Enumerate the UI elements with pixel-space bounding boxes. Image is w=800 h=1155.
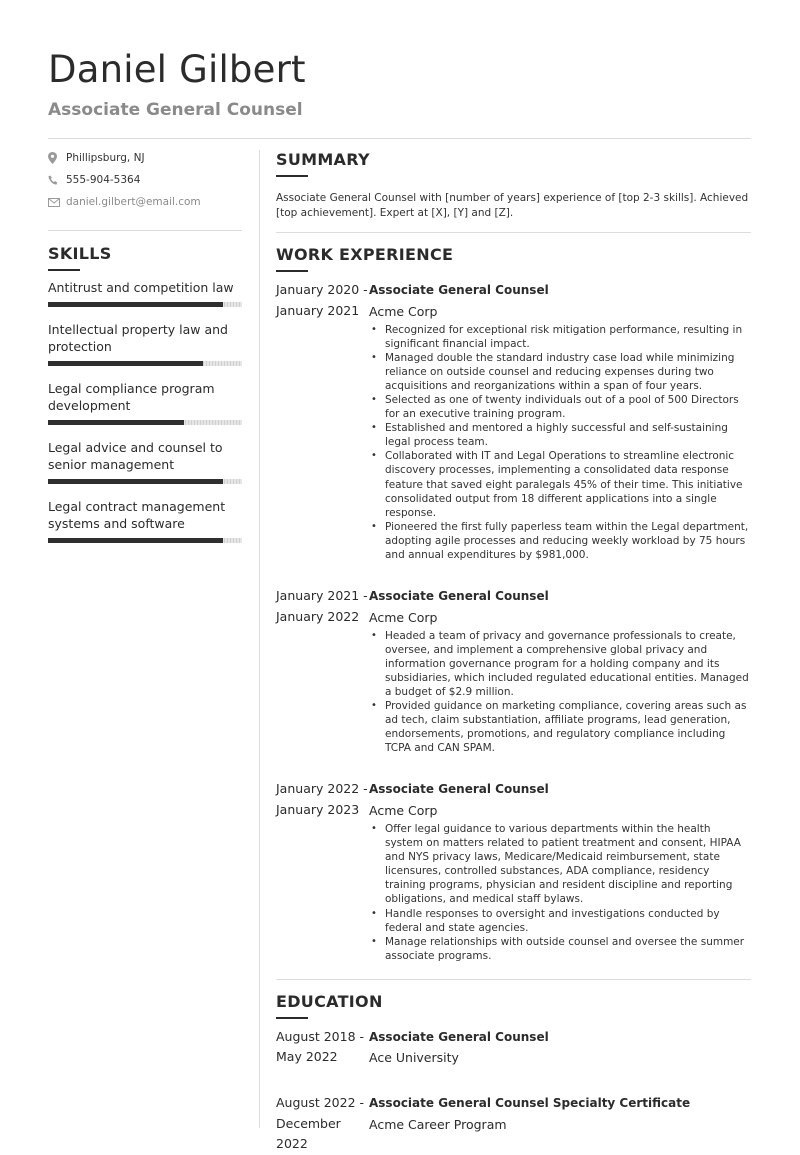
candidate-name: Daniel Gilbert [48, 48, 306, 91]
education-section [276, 992, 751, 1155]
job-company: Acme Corp [369, 609, 438, 625]
skill-level-bar [48, 479, 242, 484]
job-bullet: • Headed a team of privacy and governance professionals to create, oversee, and implement a comprehensive global privacy and information governance program for a holding company and its subsidiaries, which included regulated educational entities. Managed a budget of $2.9 million. [369, 629, 751, 699]
job-bullet: • Manage relationships with outside counsel and oversee the summer associate programs. [369, 935, 751, 963]
job-role: Associate General Counsel [369, 283, 549, 297]
job-start-date: January 2020 - [276, 282, 368, 297]
summary-heading-underline [276, 175, 308, 177]
job-header [276, 586, 751, 629]
job-bullet: • Established and mentored a highly successful and self-sustaining legal process team. [369, 421, 751, 449]
education-dates [276, 1027, 369, 1070]
job-entry [276, 586, 751, 755]
job-role: Associate General Counsel [369, 589, 549, 604]
education-entry [276, 1093, 751, 1155]
jobs-list [276, 280, 751, 963]
education-degree: Associate General Counsel Specialty Certificate [369, 1096, 691, 1111]
candidate-title: Associate General Counsel [48, 100, 303, 120]
skill-level-fill [48, 538, 223, 543]
job-end-date: January 2023 [276, 801, 360, 817]
job-entry [276, 779, 751, 962]
skills-list [48, 279, 244, 543]
education-start-date: August 2018 - [276, 1028, 365, 1044]
education-school: Ace University [369, 1050, 459, 1066]
job-bullet: • Offer legal guidance to various departments within the health system on matters related to patient treatment and consent, HIPAA and NYS privacy laws, Medicare/Medicaid reimbursement, state licensures, controlled substances, ADA compliance, residency training programs, physician and resident discipline and reporting obligations, and medical staff bylaws. [369, 822, 751, 907]
skill-level-bar [48, 420, 242, 425]
summary-divider [276, 232, 751, 233]
skills-heading-underline [48, 269, 80, 271]
job-bullet: • Provided guidance on marketing compliance, covering areas such as ad tech, claim substantiation, affiliate programs, lead generation, endorsements, promotions, and regulatory compliance including TCPA and CAN SPAM. [369, 699, 751, 755]
sidebar-divider [48, 230, 242, 231]
job-info [369, 779, 751, 822]
header-divider [48, 138, 751, 139]
job-role: Associate General Counsel [369, 782, 549, 797]
job-dates [276, 779, 369, 822]
education-dates [276, 1093, 369, 1155]
contact-location [48, 147, 244, 169]
skill-level-bar [48, 538, 242, 543]
contact-phone [48, 169, 244, 191]
skill-level-fill [48, 479, 223, 484]
education-end-date: May 2022 [276, 1049, 338, 1065]
job-end-date: January 2021 [276, 302, 360, 318]
job-dates [276, 586, 369, 629]
job-start-date: January 2021 - [276, 588, 368, 604]
experience-section [276, 245, 751, 963]
job-header [276, 280, 751, 323]
skill-level-fill [48, 420, 184, 425]
job-start-date: January 2022 - [276, 781, 368, 797]
experience-divider [276, 979, 751, 980]
phone-icon [48, 175, 66, 186]
email-text[interactable]: daniel.gilbert@email.com [66, 196, 201, 208]
job-bullet: • Selected as one of twenty individuals out of a pool of 500 Directors for an executive training program. [369, 393, 751, 421]
email-icon [48, 198, 66, 207]
skill-name: Legal advice and counsel to senior management [48, 439, 223, 472]
job-bullets [369, 822, 751, 963]
skill-level-fill [48, 302, 223, 307]
job-bullet: • Pioneered the first fully paperless team within the Legal department, adopting agile processes and reducing weekly workload by 75 hours and annual expenditures by $981,000. [369, 520, 751, 562]
education-entry [276, 1027, 751, 1070]
skill-name: Legal contract management systems and software [48, 498, 226, 531]
job-header [276, 779, 751, 822]
education-school: Acme Career Program [369, 1116, 507, 1132]
skill-item [48, 498, 244, 543]
education-heading-underline [276, 1017, 308, 1019]
summary-text: Associate General Counsel with [number of years] experience of [top 2-3 skills]. Achieved [top achievement]. Expert at [X], [Y] and [Z]. [276, 192, 749, 219]
skills-heading: SKILLS [48, 244, 112, 263]
summary-heading: SUMMARY [276, 150, 370, 169]
job-company: Acme Corp [369, 303, 438, 319]
job-company: Acme Corp [369, 802, 438, 818]
skill-item [48, 321, 244, 366]
job-bullet: • Managed double the standard industry case load while minimizing reliance on outside counsel and reducing expenses during two acquisitions and reorganizations within a span of four years. [369, 351, 751, 393]
summary-section [276, 150, 751, 221]
location-pin-icon [48, 152, 66, 164]
education-list [276, 1027, 751, 1155]
skill-name: Legal compliance program development [48, 380, 215, 413]
skill-level-bar [48, 361, 242, 366]
education-heading: EDUCATION [276, 991, 383, 1011]
education-end-date: December 2022 [276, 1115, 341, 1152]
column-divider [259, 150, 260, 1128]
education-degree: Associate General Counsel [369, 1029, 549, 1044]
skill-item [48, 439, 244, 484]
skill-level-bar [48, 302, 242, 307]
experience-heading: WORK EXPERIENCE [276, 245, 454, 264]
job-bullets [369, 629, 751, 756]
sidebar [48, 147, 244, 543]
job-bullet: • Collaborated with IT and Legal Operations to streamline electronic discovery processes, implementing a consolidated data response feature that saved eight paralegals 45% of their time. This initiative consolidated output from 18 different applications into a single response. [369, 449, 751, 519]
phone-text: 555-904-5364 [66, 174, 141, 186]
job-bullets [369, 323, 751, 563]
education-start-date: August 2022 - [276, 1095, 365, 1111]
job-info [369, 280, 751, 323]
skill-name: Antitrust and competition law [48, 280, 234, 295]
job-dates [276, 280, 369, 323]
education-info [369, 1093, 751, 1155]
location-text: Phillipsburg, NJ [66, 152, 145, 164]
job-end-date: January 2022 [276, 608, 360, 624]
job-entry [276, 280, 751, 562]
education-info [369, 1027, 751, 1070]
skill-item [48, 380, 244, 425]
skill-item [48, 279, 244, 307]
job-bullet: • Recognized for exceptional risk mitigation performance, resulting in significant financial impact. [369, 323, 751, 351]
main-content [276, 150, 751, 1155]
contact-email[interactable] [48, 191, 244, 213]
job-info [369, 586, 751, 629]
skill-name: Intellectual property law and protection [48, 321, 228, 354]
skills-section [48, 244, 244, 271]
experience-heading-underline [276, 270, 308, 272]
job-bullet: • Handle responses to oversight and investigations conducted by federal and state agencies. [369, 907, 751, 935]
skill-level-fill [48, 361, 203, 366]
